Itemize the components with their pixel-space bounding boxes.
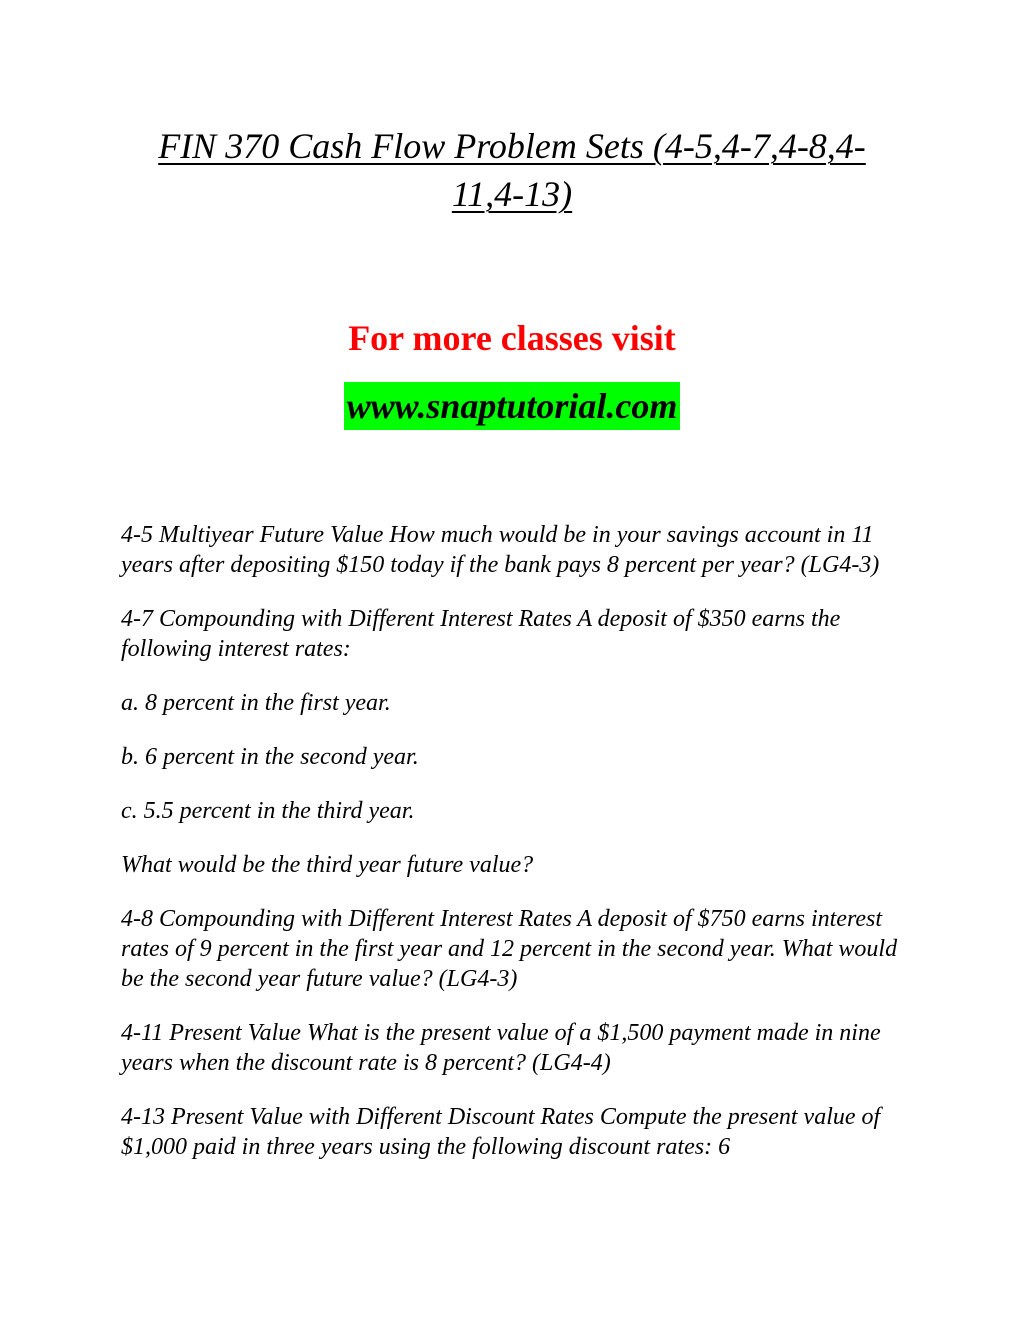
paragraph-question: What would be the third year future value?: [121, 852, 534, 878]
paragraph-4-8: 4-8 Compounding with Different Interest Rates A deposit of $750 earns interest rates of 9 percent in the first year and 12 percent in the second year. What would be the second year future value? (LG4-3): [121, 906, 898, 992]
list-item-a: a. 8 percent in the first year.: [121, 690, 391, 716]
paragraph-4-13: 4-13 Present Value with Different Discount Rates Compute the present value of $1,000 paid in three years using the following discount rates: 6: [121, 1104, 881, 1160]
document-body: [121, 520, 911, 1186]
title-line-1: FIN 370 Cash Flow Problem Sets (4-5,4-7,4-8,4-: [158, 126, 866, 166]
list-item-c: c. 5.5 percent in the third year.: [121, 798, 415, 824]
website-link[interactable]: www.snaptutorial.com: [344, 382, 681, 430]
paragraph-4-5: 4-5 Multiyear Future Value How much would be in your savings account in 11 years after depositing $150 today if the bank pays 8 percent per year? (LG4-3): [121, 522, 880, 578]
paragraph-4-11: 4-11 Present Value What is the present value of a $1,500 payment made in nine years when the discount rate is 8 percent? (LG4-4): [121, 1020, 881, 1076]
list-item-b: b. 6 percent in the second year.: [121, 744, 419, 770]
website-wrap: [0, 382, 1024, 430]
document-title: [100, 122, 924, 218]
promo-text: For more classes visit: [348, 318, 676, 358]
paragraph-4-7: 4-7 Compounding with Different Interest Rates A deposit of $350 earns the following interest rates:: [121, 606, 841, 662]
title-line-2: 11,4-13): [451, 174, 573, 214]
promo-block: [0, 314, 1024, 362]
